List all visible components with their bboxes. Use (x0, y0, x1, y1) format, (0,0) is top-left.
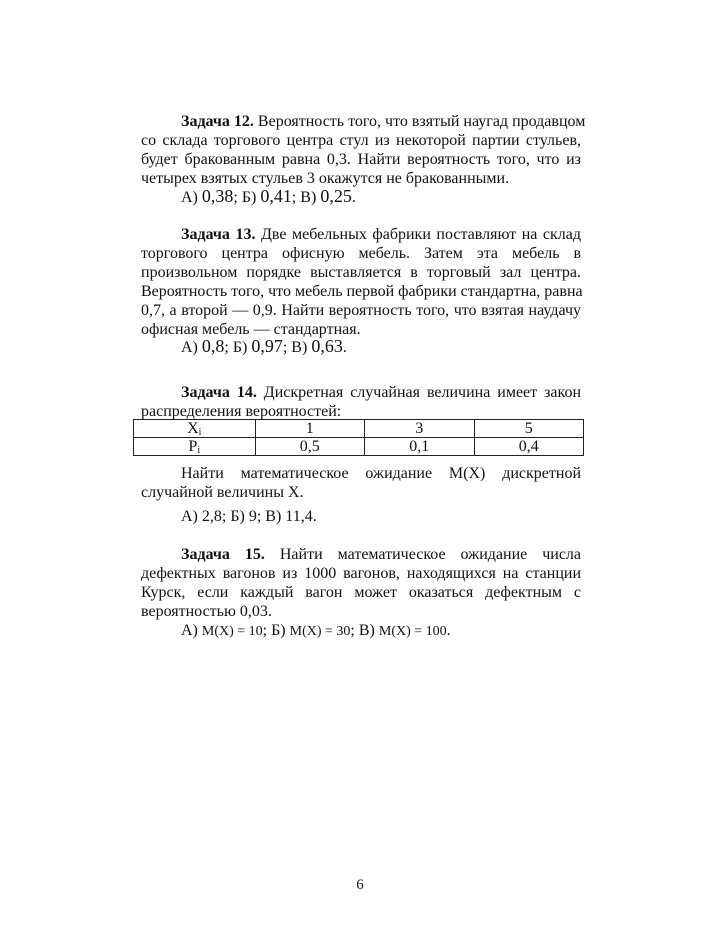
task-15-text (141, 545, 581, 621)
task-13-line-5: 0,7, а второй — 0,9. Найти вероятность того, что взятая наудачу (141, 302, 581, 319)
task-13-line-1 (141, 225, 581, 244)
answer-b-value: M(X) = 30 (289, 624, 351, 639)
table-cell: 0,4 (474, 438, 584, 456)
task-13-label: Задача 13. (181, 226, 256, 243)
table-cell: 0,5 (255, 438, 365, 456)
task-12-line-2: со склада торгового центра стул из некоторой партии стульев, (141, 132, 581, 149)
table-cell: 1 (255, 420, 365, 438)
table-head-text: P (188, 438, 198, 455)
answer-c-value: 0,63 (311, 336, 343, 356)
table-row (134, 438, 584, 456)
task-13-line-4: Вероятность того, что мебель первой фабрики стандартна, равна (141, 283, 583, 300)
answer-end: . (342, 339, 347, 356)
table-head-sub: i (197, 445, 201, 456)
answer-c-label: ; В) (350, 622, 375, 639)
answer-a-label: А) (181, 189, 198, 206)
table-head-text: X (187, 420, 199, 437)
task-15-line-1-text: Найти математическое ожидание числа (264, 546, 582, 563)
task-15-line-2: дефектных вагонов из 1000 вагонов, находящихся на станции (141, 565, 581, 582)
task-14-label: Задача 14. (181, 384, 257, 401)
table-cell: 3 (365, 420, 475, 438)
task-14-line-1-text: Дискретная случайная величина имеет закон (256, 384, 582, 401)
table-cell-head (134, 420, 256, 438)
answer-b-value: 0,97 (251, 336, 283, 356)
answer-c-label: ; В) (291, 189, 317, 206)
answer-end: . (446, 622, 451, 639)
task-15-answers (181, 622, 451, 640)
answer-c-value: M(X) = 100 (378, 624, 447, 639)
task-14-line-1 (141, 383, 581, 402)
answer-a-value: M(X) = 10 (201, 624, 263, 639)
answer-a-label: А) (181, 339, 198, 356)
task-12-text (141, 112, 586, 188)
table-cell-head (134, 438, 256, 456)
task-13-line-3: произвольном порядке выставляется в торговый зал центра. (141, 264, 581, 281)
answer-b-label: ; Б) (262, 622, 286, 639)
table-head-sub: i (198, 427, 202, 438)
task-12-line-4: четырех взятых стульев 3 окажутся не бракованными. (141, 170, 510, 187)
answer-b-label: ; Б) (224, 339, 248, 356)
task-14-answers: А) 2,8; Б) 9; В) 11,4. (181, 508, 317, 525)
task-12-line-1 (141, 112, 586, 131)
answer-a-value: 0,8 (201, 336, 225, 356)
task-12-answers (181, 186, 356, 207)
task-13-line-1-text: Две мебельных фабрики поставляют на склад (255, 226, 582, 243)
task-13-text (141, 225, 581, 339)
task-14-after-line-2: случайной величины X. (141, 484, 304, 501)
task-14-text (141, 383, 581, 421)
answer-c-label: ; В) (282, 339, 308, 356)
task-13-line-6: офисная мебель — стандартная. (141, 321, 361, 338)
task-14-line-2: распределения вероятностей: (141, 403, 342, 420)
task-13-line-2: торгового центра офисную мебель. Затем эта мебель в (141, 245, 581, 262)
answer-end: . (351, 189, 356, 206)
task-15-line-3: Курск, если каждый вагон может оказаться дефектным с (141, 584, 581, 601)
answer-a-label: А) (181, 622, 198, 639)
table-cell: 5 (474, 420, 584, 438)
task-15-label: Задача 15. (181, 546, 265, 563)
answer-a-value: 0,38 (201, 186, 234, 206)
distribution-table (133, 419, 584, 456)
task-12-line-3: будет бракованным равна 0,3. Найти вероятность того, что из (141, 151, 581, 168)
page-number: 6 (356, 877, 364, 893)
task-15-line-4: вероятностью 0,03. (141, 603, 272, 620)
task-12-line-1-text: Вероятность того, что взятый наугад продавцом (253, 113, 586, 130)
task-13-answers (181, 336, 347, 357)
task-12-label: Задача 12. (181, 113, 254, 130)
answer-c-value: 0,25 (320, 186, 352, 206)
table-row (134, 420, 584, 438)
answer-b-label: ; Б) (233, 189, 257, 206)
task-15-line-1 (141, 545, 581, 564)
task-14-after-text (141, 464, 581, 502)
task-14-after-line-1: Найти математическое ожидание M(X) дискретной (181, 465, 581, 482)
table-cell: 0,1 (365, 438, 475, 456)
answer-b-value: 0,41 (260, 186, 292, 206)
